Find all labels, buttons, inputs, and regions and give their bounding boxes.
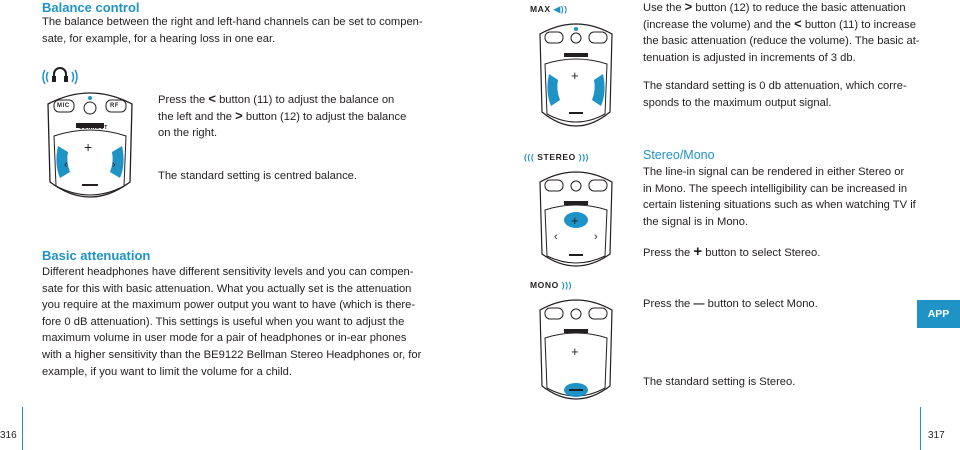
- paragraph-line: The line-in signal can be rendered in either Stereo or: [643, 166, 905, 178]
- centred-note: The standard setting is centred balance.: [158, 170, 358, 182]
- stereo-mono-heading: Stereo/Mono: [643, 148, 715, 162]
- paragraph-line: you require at the maximum power output you want to have (which is there-: [42, 299, 416, 312]
- paragraph-line: in Mono. The speech intelligibility can be increased in: [643, 182, 908, 195]
- select-stereo-instruction: Press the + button to select Stereo.: [643, 243, 821, 260]
- svg-text:›: ›: [594, 231, 598, 243]
- svg-text:‹: ‹: [64, 159, 68, 171]
- remote-connect-label: CONNECT: [79, 125, 108, 131]
- page-number-right: 317: [928, 430, 945, 441]
- remote-illustration-max: [536, 18, 616, 139]
- left-footer-rule: [22, 407, 23, 450]
- page-number-left: 316: [0, 430, 17, 441]
- balance-intro: [42, 14, 423, 47]
- plus-icon: +: [693, 243, 703, 260]
- stereo-waves-icon: (((: [524, 152, 538, 162]
- paragraph-line: with a higher sensitivity than the BE9122 Bellman Stereo Headphones or, for: [42, 348, 422, 361]
- remote-illustration-mono: [536, 294, 616, 411]
- chevron-left-icon: <: [794, 15, 802, 31]
- svg-text:‹: ‹: [554, 231, 558, 243]
- attenuation-heading: Basic attenuation: [42, 248, 151, 263]
- stereo-waves-icon: ))): [575, 152, 590, 162]
- app-tab: APP: [917, 300, 960, 328]
- balance-heading: Balance control: [42, 0, 140, 15]
- chevron-right-icon: >: [235, 107, 243, 123]
- balance-intro-line: The balance between the right and left-hand channels can be set to compen-: [42, 16, 423, 28]
- svg-text:+: +: [571, 213, 579, 228]
- balance-instructions: [158, 92, 406, 142]
- note-line: sponds to the maximum output signal.: [643, 96, 832, 109]
- svg-text:+: +: [571, 68, 579, 83]
- mono-label: MONO ))): [530, 280, 573, 290]
- chevron-right-icon: >: [684, 0, 693, 14]
- remote-illustration-stereo: [536, 166, 616, 275]
- mono-waves-icon: ))): [558, 280, 573, 290]
- instruction-line: the left and the > button (12) to adjust the balance: [158, 107, 407, 123]
- chevron-left-icon: <: [208, 91, 216, 106]
- right-footer-rule: [920, 407, 921, 450]
- minus-icon: —: [693, 298, 705, 310]
- instruction-line: on the right.: [158, 127, 218, 140]
- attenuation-body: [42, 264, 421, 380]
- balance-intro-line: sate, for example, for a hearing loss in one ear.: [42, 32, 276, 45]
- svg-text:›: ›: [112, 159, 116, 171]
- max-label: MAX ◀)): [530, 4, 568, 14]
- standard-stereo-note: The standard setting is Stereo.: [643, 376, 796, 388]
- note-line: The standard setting is 0 db attenuation, which corre-: [643, 80, 907, 92]
- paragraph-line: example, if you want to limit the volume for a child.: [42, 365, 292, 378]
- stereo-mono-body: [643, 164, 916, 230]
- instruction-line: the basic attenuation (reduce the volume). The basic at-: [643, 35, 920, 48]
- instruction-line: tenuation is adjusted in increments of 3 db.: [643, 51, 856, 64]
- standard-attenuation-note: [643, 78, 907, 111]
- volume-icon: ◀)): [550, 4, 568, 14]
- attenuation-instructions: [643, 0, 920, 66]
- paragraph-line: Different headphones have different sensitivity levels and you can compen-: [42, 266, 414, 278]
- instruction-line: Press the < button (11) to adjust the balance on: [158, 91, 395, 106]
- paragraph-line: fore 0 dB attenuation). This settings is useful when you want to adjust the: [42, 315, 405, 328]
- instruction-line: (increase the volume) and the < button (11) to increase: [643, 15, 916, 31]
- select-mono-instruction: Press the — button to select Mono.: [643, 298, 818, 310]
- instruction-line: Use the > button (12) to reduce the basic attenuation: [643, 0, 906, 14]
- paragraph-line: sate for this with basic attenuation. What you actually set is the attenuation: [42, 282, 412, 295]
- remote-mic-label: MIC: [57, 103, 70, 109]
- svg-text:+: +: [571, 344, 579, 359]
- paragraph-line: maximum volume in user mode for a pair of headphones or in-ear phones: [42, 332, 407, 345]
- stereo-label: ((( STEREO ))): [524, 152, 590, 162]
- svg-text:+: +: [84, 139, 93, 155]
- paragraph-line: certain listening situations such as when watching TV if: [643, 199, 916, 212]
- remote-rf-label: RF: [110, 103, 120, 109]
- paragraph-line: the signal is in Mono.: [643, 215, 749, 228]
